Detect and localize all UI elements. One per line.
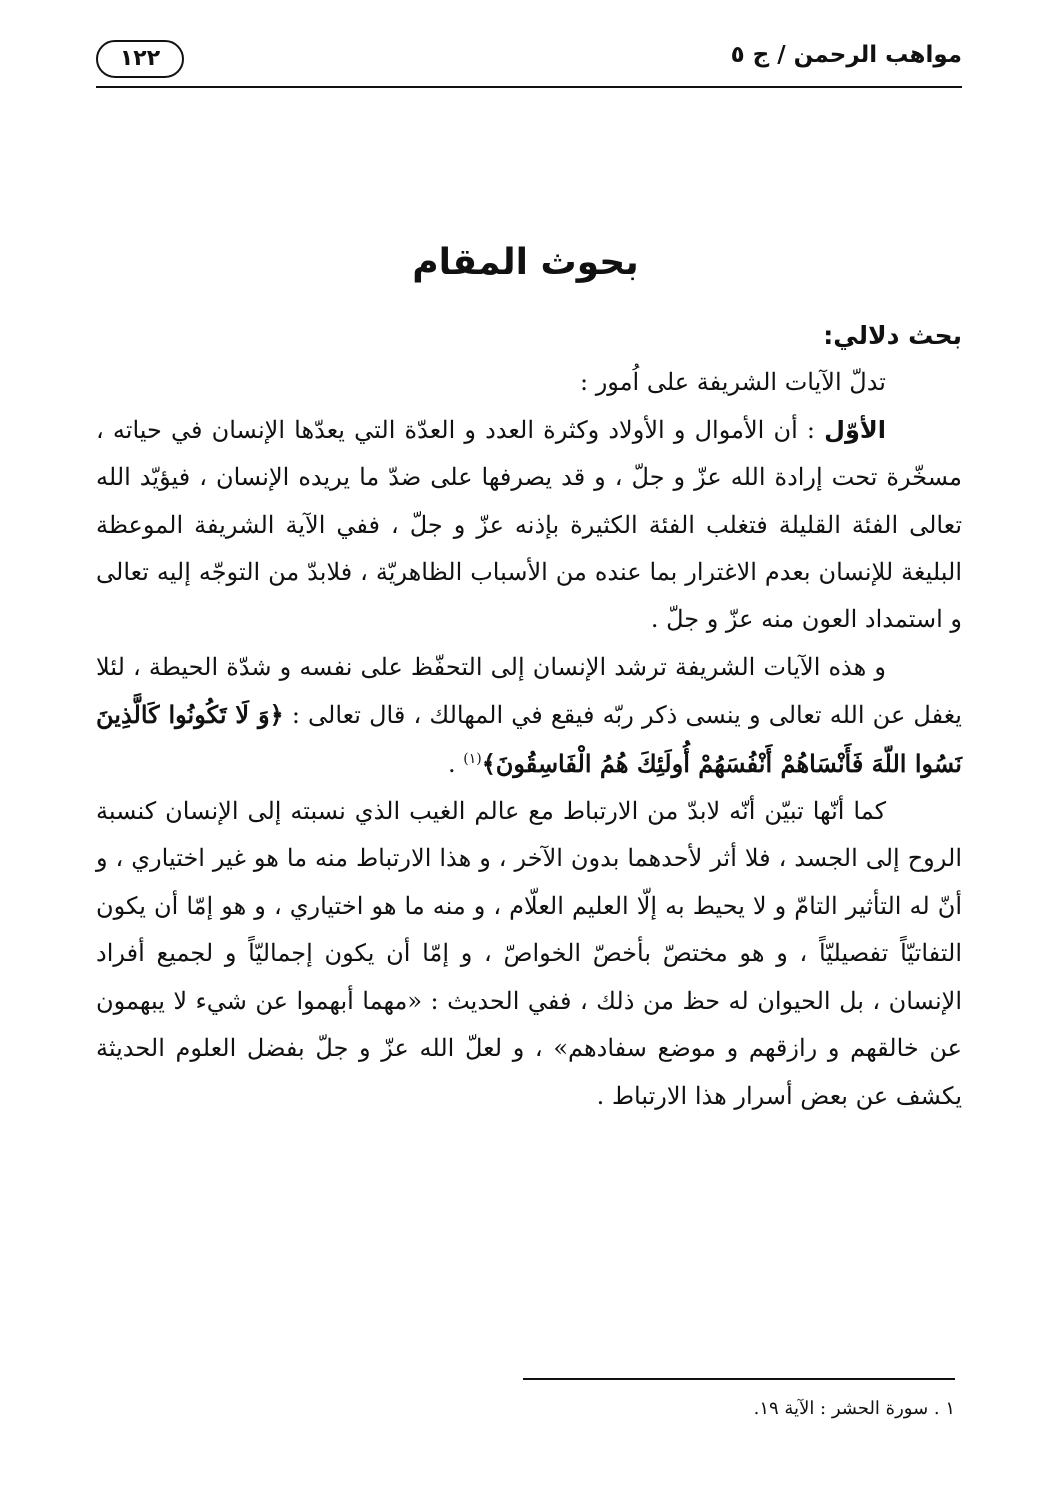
running-title: مواهب الرحمن / ج ٥ [730,42,962,68]
footnote-rule [523,1378,955,1380]
first-text: : أن الأموال و الأولاد وكثرة العدد و العدّة التي يعدّها الإنسان في حياته ، مسخّرة تحت إرادة الله عزّ و جلّ ، و قد يصرفها على ضدّ ما يريده الإنسان ، فيؤيّد الله تعالى الفئة القليلة فتغلب الفئة الكثيرة بإذنه عزّ و جلّ ، ففي الآية الشريفة الموعظة البليغة للإنسان بعدم الاغترار بما عنده من الأسباب الظاهريّة ، فلابدّ من التوجّه إليه تعالى و استمداد العون منه عزّ و جلّ . [96,415,963,634]
paragraph-third: كما أنّها تبيّن أنّه لابدّ من الارتباط مع عالم الغيب الذي نسبته إلى الإنسان كنسبة الروح إلى الجسد ، فلا أثر لأحدهما بدون الآخر ، و هذا الارتباط منه ما هو غير اختياري ، و أنّ له التأثير التامّ و لا يحيط به إلّا العليم العلّام ، و منه ما هو اختياري ، و هو إمّا أن يكون التفاتيّاً تفصيليّاً ، و هو مختصّ بأخصّ الخواصّ ، و إمّا أن يكون إجماليّاً و لجميع أفراد الإنسان ، بل الحيوان له حظ من ذلك ، ففي الحديث : «مهما أبهموا عن شيء لا يبهمون عن خالقهم و رازقهم و موضع سفادهم» ، و لعلّ الله عزّ و جلّ بفضل العلوم الحديثة يكشف عن بعض أسرار هذا الارتباط . [96,797,962,1110]
quran-verse: ﴿وَ لَا تَكُونُوا كَالَّذِينَ نَسُوا اللّهَ فَأَنْسَاهُمْ أَنْفُسَهُمْ أُولَئِكَ هُمُ الْفَاسِقُونَ﴾ [96,700,962,778]
footnote-ref: (١) [463,750,482,767]
page-header [96,38,962,88]
paragraph-first [96,407,962,644]
second-text: و هذه الآيات الشريفة ترشد الإنسان إلى التحفّظ على نفسه و شدّة الحيطة ، لئلا يغفل عن الله تعالى و ينسى ذكر ربّه فيقع في المهالك ، قال تعالى : [96,652,962,730]
body-text [96,312,962,1120]
section-title: بحوث المقام [412,242,639,283]
paragraph-second: و هذه الآيات الشريفة ترشد الإنسان إلى التحفّظ على نفسه و شدّة الحيطة ، لئلا يغفل عن الله تعالى و ينسى ذكر ربّه فيقع في المهالك ، قال تعالى : ﴿وَ لَا تَكُونُوا كَالَّذِينَ نَسُوا اللّهَ فَأَنْسَاهُمْ أَنْفُسَهُمْ أُولَئِكَ هُمُ الْفَاسِقُونَ﴾$^{(١)}$ . [96,652,962,778]
page-number: ١٢٢ [96,40,184,78]
header-rule [96,86,962,88]
intro-paragraph: تدلّ الآيات الشريفة على اُمور : [580,368,886,397]
first-label: الأوّل [824,415,886,444]
footnote: ١ . سورة الحشر : الآية ١٩. [753,1398,955,1419]
subheading: بحث دلالي: [823,321,962,350]
